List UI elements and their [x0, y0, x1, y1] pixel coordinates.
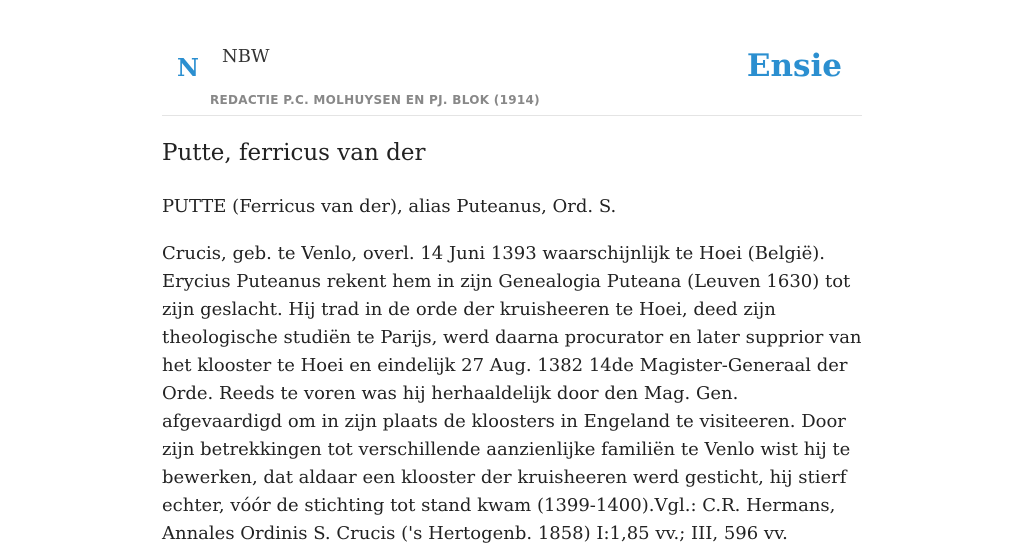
site-header [162, 0, 862, 116]
book-subtitle: REDACTIE P.C. MOLHUYSEN EN PJ. BLOK (1914) [210, 93, 540, 107]
article-body: Crucis, geb. te Venlo, overl. 14 Juni 1393 waarschijnlijk te Hoei (België). Erycius Puteanus rekent hem in zijn Genealogia Puteana (Leuven 1630) tot zijn geslacht. Hij trad in de orde der kruisheeren te Hoei, deed zijn theologische studiën te Parijs, werd daarna procurator en later supprior van het klooster te Hoei en eindelijk 27 Aug. 1382 14de Magister-Generaal der Orde. Reeds te voren was hij herhaaldelijk door den Mag. Gen. afgevaardigd om in zijn plaats de kloosters in Engeland te visiteeren. Door zijn betrekkingen tot verschillende aanzienlijke familiën te Venlo wist hij te bewerken, dat aldaar een klooster der kruisheeren werd gesticht, hij stierf echter, vóór de stichting tot stand kwam (1399-1400).Vgl.: C.R. Hermans, Annales Ordinis S. Crucis ('s Hertogenb. 1858) I:1,85 vv.; III, 596 vv. [162, 243, 862, 544]
article-page [162, 0, 862, 544]
article-lead: PUTTE (Ferricus van der), alias Puteanus, Ord. S. [162, 196, 617, 217]
book-logo-letter[interactable]: N [177, 53, 199, 82]
ensie-logo[interactable]: Ensie [746, 48, 842, 84]
article-title: Putte, ferricus van der [162, 140, 426, 166]
book-abbreviation[interactable]: NBW [222, 46, 270, 67]
